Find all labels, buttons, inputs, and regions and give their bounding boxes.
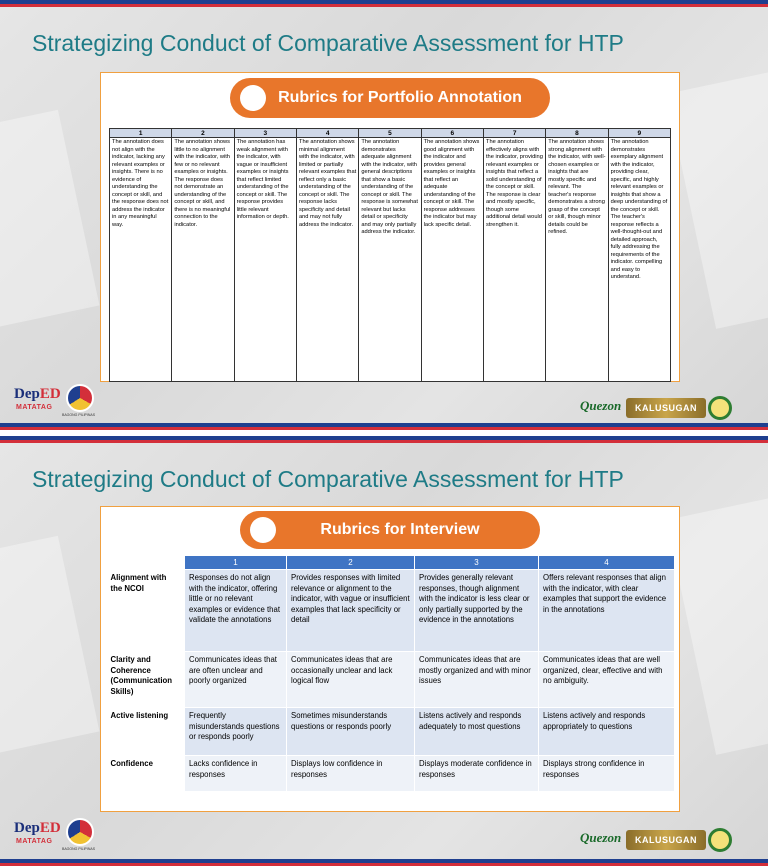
deped-logo: DepED: [14, 820, 61, 836]
level-header: 6: [421, 129, 483, 138]
level-header: 3: [415, 556, 539, 570]
circle-icon: [250, 517, 276, 543]
table-row: [107, 570, 675, 652]
banner-label: Rubrics for Portfolio Annotation: [278, 89, 522, 106]
level-header: 2: [287, 556, 415, 570]
slide-title: Strategizing Conduct of Comparative Assessment for HTP: [32, 466, 624, 492]
level-header: 1: [185, 556, 287, 570]
level-header: 5: [359, 129, 421, 138]
rubric-cell: Displays strong confidence in responses: [539, 756, 675, 792]
background-shape: [0, 110, 99, 331]
top-stripe: [0, 436, 768, 443]
top-stripe: [0, 0, 768, 7]
level-header: 9: [608, 129, 670, 138]
table-row: [110, 138, 671, 382]
rubric-cell: The annotation shows little to no alignment with the indicator, with few or no relevant examples or insights. The response does not demonstrate an understanding of the concept or skill, and there is no meaningful connection to the indicator.: [172, 138, 234, 382]
kalusugan-logo: KALUSUGAN: [626, 398, 706, 418]
bagong-pilipinas-text: BAGONG PILIPINAS: [62, 413, 96, 417]
rubric-cell: The annotation shows minimal alignment with the indicator, with limited or partially relevant examples that reflect only a basic understanding of the concept or skill. The response lacks specificity and detail and may not fully address the indicator.: [296, 138, 358, 382]
rubric-cell: Sometimes misunderstands questions or responds poorly: [287, 708, 415, 756]
table-header-row: [110, 129, 671, 138]
criterion-header: [107, 556, 185, 570]
rubric-cell: Lacks confidence in responses: [185, 756, 287, 792]
slide-portfolio-annotation: [0, 0, 768, 430]
rubric-cell: Communicates ideas that are occasionally unclear and lack logical flow: [287, 652, 415, 708]
rubric-card: [100, 72, 680, 382]
quezon-logo: Quezon: [580, 830, 622, 845]
slide-title: Strategizing Conduct of Comparative Assessment for HTP: [32, 30, 624, 56]
interview-rubric-table: [106, 555, 675, 792]
background-shape: [0, 536, 99, 757]
rubric-cell: The annotation shows good alignment with the indicator and provides general examples or insights that reflect an adequate understanding of the concept or skill. The response addresses the indicator but may lack specific detail.: [421, 138, 483, 382]
bottom-stripe: [0, 859, 768, 866]
level-header: 4: [296, 129, 358, 138]
background-shape: [666, 71, 768, 329]
rubric-cell: The annotation does not align with the indicator, lacking any relevant examples or insights. There is no evidence of understanding the concept or skill, and the response does not address the indicator in any meaningful way.: [110, 138, 172, 382]
criterion-label: Alignment with the NCOI: [107, 570, 185, 652]
rubric-cell: Communicates ideas that are mostly organized and with minor issues: [415, 652, 539, 708]
province-logo-group: [580, 826, 730, 856]
rubric-cell: Offers relevant responses that align with the indicator, with clear examples that support the evidence in the annotations: [539, 570, 675, 652]
kalusugan-logo: KALUSUGAN: [626, 830, 706, 850]
rubric-cell: The annotation has weak alignment with the indicator, with vague or insufficient examples or insights that reflect limited understanding of the concept or skill. The response provides little relevant information or depth.: [234, 138, 296, 382]
rubric-cell: Communicates ideas that are often unclear and poorly organized: [185, 652, 287, 708]
bagong-pilipinas-logo: [66, 384, 94, 412]
table-header-row: [107, 556, 675, 570]
bagong-pilipinas-text: BAGONG PILIPINAS: [62, 847, 96, 851]
criterion-label: Active listening: [107, 708, 185, 756]
rubric-cell: The annotation shows strong alignment with the indicator, with well-chosen examples or insights that are mostly specific and relevant. The teacher's response demonstrates a strong grasp of the concept or skill, though minor details could be refined.: [546, 138, 608, 382]
rubric-cell: Communicates ideas that are well organized, clear, effective and with no ambiguity.: [539, 652, 675, 708]
deped-logo: DepED: [14, 386, 61, 402]
circle-icon: [240, 85, 266, 111]
rubric-cell: Listens actively and responds adequately to most questions: [415, 708, 539, 756]
level-header: 2: [172, 129, 234, 138]
table-row: [107, 756, 675, 792]
rubric-cell: Listens actively and responds appropriately to questions: [539, 708, 675, 756]
bagong-pilipinas-logo: [66, 818, 94, 846]
level-header: 8: [546, 129, 608, 138]
table-row: [107, 652, 675, 708]
level-header: 1: [110, 129, 172, 138]
rubric-cell: Displays moderate confidence in responses: [415, 756, 539, 792]
rubric-banner: [230, 78, 550, 118]
rubric-cell: The annotation demonstrates exemplary alignment with the indicator, providing clear, specific, and highly relevant examples or insights that show a deep understanding of the concept or skill. The teacher's response reflects a well-thought-out and detailed approach, fully addressing the requirements of the indicator. compelling and easy to understand.: [608, 138, 670, 382]
deped-logo-group: [14, 384, 106, 420]
rubric-cell: Responses do not align with the indicator, offering little or no relevant examples or evidence that validate the annotations: [185, 570, 287, 652]
background-shape: [666, 497, 768, 755]
rubric-banner: [240, 511, 540, 549]
quezon-logo: Quezon: [580, 398, 622, 413]
slide-interview: [0, 436, 768, 866]
rubric-cell: Frequently misunderstands questions or responds poorly: [185, 708, 287, 756]
level-header: 7: [483, 129, 545, 138]
banner-label: Rubrics for Interview: [320, 521, 480, 538]
level-header: 4: [539, 556, 675, 570]
level-header: 3: [234, 129, 296, 138]
rubric-cell: Displays low confidence in responses: [287, 756, 415, 792]
table-row: [107, 708, 675, 756]
matatag-logo: MATATAG: [16, 404, 53, 411]
criterion-label: Clarity and Coherence (Communication Skills): [107, 652, 185, 708]
rubric-cell: Provides generally relevant responses, though alignment with the indicator is less clear or only partially supported by the evidence in the annotations: [415, 570, 539, 652]
criterion-label: Confidence: [107, 756, 185, 792]
rubric-card: [100, 506, 680, 812]
province-logo-group: [580, 394, 730, 424]
seal-icon: [708, 828, 732, 852]
portfolio-rubric-table: [109, 128, 671, 382]
rubric-cell: The annotation effectively aligns with the indicator, providing relevant examples or insights that reflect a solid understanding of the concept or skill. The response is clear and mostly specific, though some additional detail would strengthen it.: [483, 138, 545, 382]
matatag-logo: MATATAG: [16, 838, 53, 845]
rubric-cell: The annotation demonstrates adequate alignment with the indicator, with general descriptions that show a basic understanding of the concept or skill. The response is somewhat relevant but lacks detail or specificity and may only partially address the indicator.: [359, 138, 421, 382]
seal-icon: [708, 396, 732, 420]
rubric-cell: Provides responses with limited relevance or alignment to the indicator, with vague or insufficient examples that lack specificity or detail: [287, 570, 415, 652]
deped-logo-group: [14, 818, 106, 854]
bottom-stripe: [0, 423, 768, 430]
